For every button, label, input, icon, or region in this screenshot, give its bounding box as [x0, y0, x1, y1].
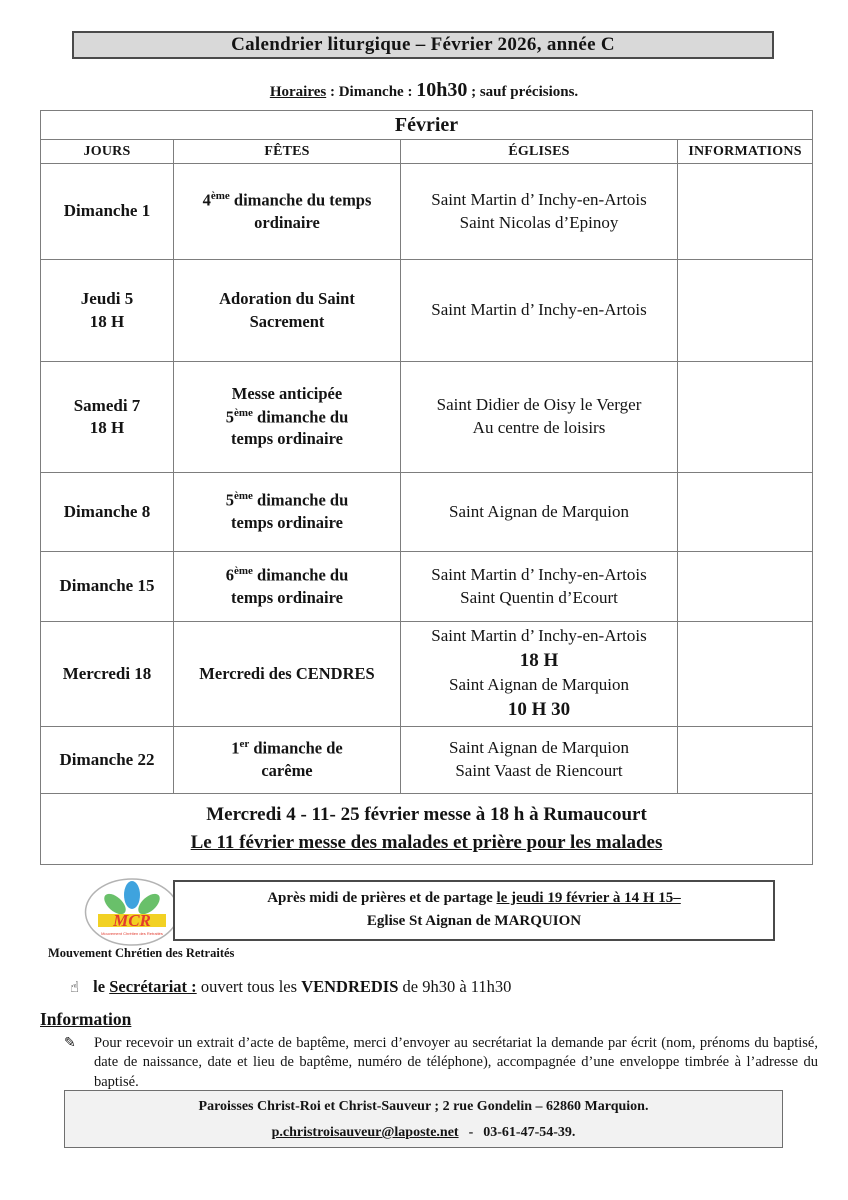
writing-pen-icon: ✎	[64, 1035, 76, 1051]
span-row-line1: Mercredi 4 - 11- 25 février messe à 18 h à Rumaucourt	[206, 804, 647, 826]
cell-line: Saint Aignan de Marquion	[449, 675, 629, 694]
cell-line: carême	[261, 761, 313, 781]
cell-eglises	[401, 260, 678, 362]
span-row-line2: Le 11 février messe des malades et prière pour les malades	[190, 832, 663, 853]
cell-line: temps ordinaire	[231, 429, 343, 449]
calendar-row	[41, 260, 813, 362]
cell-jours	[41, 622, 174, 727]
cell-line: ordinaire	[254, 212, 320, 232]
schedule-note: Horaires : Dimanche : 10h30 ; sauf précisions.	[269, 79, 579, 101]
cell-eglises	[401, 622, 678, 727]
month-row	[41, 111, 813, 140]
cell-line: Saint Martin d’ Inchy-en-Artois	[431, 300, 647, 320]
cell-line: Saint Martin d’ Inchy-en-Artois	[431, 626, 647, 646]
cell-line: Mercredi 18	[62, 663, 152, 683]
information-body: Pour recevoir un extrait d’acte de baptême, merci d’envoyer au secrétariat la demande par écrit (nom, prénoms du baptisé, date de naissance, date et lieu de baptême, numéro de téléphone), accompagnée d’une enveloppe timbrée à l’adresse du baptisé.	[94, 1035, 818, 1090]
calendar-row	[41, 473, 813, 552]
calendar-row	[41, 552, 813, 622]
cell-info	[678, 260, 813, 362]
cell-line: 10 H 30	[507, 698, 571, 720]
col-header-jours: JOURS	[41, 140, 174, 164]
cell-line: 18 H	[519, 650, 559, 672]
cell-line: Dimanche 22	[59, 749, 155, 769]
secretariat-label: Secrétariat :	[109, 977, 197, 996]
cell-line: temps ordinaire	[231, 513, 343, 533]
cell-jours	[41, 727, 174, 794]
cell-line: Samedi 7	[73, 395, 141, 415]
cell-info	[678, 552, 813, 622]
cell-fetes	[174, 260, 401, 362]
col-header-eglises: ÉGLISES	[401, 140, 678, 164]
cell-fetes	[174, 727, 401, 794]
parish-phone: 03-61-47-54-39.	[483, 1125, 576, 1140]
cell-line: Saint Quentin d’Ecourt	[460, 587, 618, 607]
cell-info	[678, 622, 813, 727]
prayer-line1: Après midi de prières et de partage le jeudi 19 février à 14 H 15–	[267, 890, 681, 906]
cell-fetes	[174, 473, 401, 552]
cell-line: 5ème dimanche du	[225, 490, 349, 510]
col-header-fetes: FÊTES	[174, 140, 401, 164]
liturgical-calendar-table	[40, 110, 813, 865]
span-row-cell	[41, 794, 813, 865]
cell-line: Saint Martin d’ Inchy-en-Artois	[431, 564, 647, 584]
prayer-date: le jeudi 19 février à 14 H 15–	[496, 890, 681, 906]
secretariat-line: ☝ le Secrétariat : ouvert tous les VENDREDIS de 9h30 à 11h30	[70, 977, 512, 996]
calendar-body	[41, 164, 813, 794]
cell-eglises	[401, 164, 678, 260]
logo-blue-leaf	[124, 881, 140, 909]
logo-acronym: MCR	[113, 911, 151, 930]
cell-line: Messe anticipée	[231, 384, 343, 404]
span-row	[41, 794, 813, 865]
prayer-line2: Eglise St Aignan de MARQUION	[366, 913, 582, 930]
cell-fetes	[174, 552, 401, 622]
cell-line: Dimanche 15	[59, 576, 155, 596]
calendar-row	[41, 164, 813, 260]
cell-line: Mercredi des CENDRES	[199, 663, 375, 683]
cell-fetes	[174, 362, 401, 473]
cell-info	[678, 164, 813, 260]
cell-eglises	[401, 473, 678, 552]
cell-line: Saint Vaast de Riencourt	[455, 761, 623, 780]
cell-line: Saint Aignan de Marquion	[449, 738, 629, 758]
cell-line: Saint Aignan de Marquion	[449, 501, 629, 521]
cell-line: 18 H	[89, 311, 125, 331]
document-title: Calendrier liturgique – Février 2026, année C	[72, 31, 774, 59]
calendar-row	[41, 727, 813, 794]
cell-line: Adoration du Saint	[219, 289, 355, 309]
prayer-afternoon-box	[173, 880, 775, 941]
cell-jours	[41, 473, 174, 552]
cell-jours	[41, 164, 174, 260]
cell-line: Saint Nicolas d’Epinoy	[459, 212, 619, 232]
cell-line: Saint Didier de Oisy le Verger	[436, 395, 642, 415]
mcr-caption: Mouvement Chrétien des Retraités	[48, 946, 235, 960]
schedule-label: Horaires	[269, 84, 327, 100]
month-title: Février	[41, 111, 813, 140]
secretariat-days: VENDREDIS	[301, 977, 399, 996]
cell-line: 1er dimanche de	[231, 738, 343, 758]
calendar-row	[41, 362, 813, 473]
cell-line: temps ordinaire	[231, 587, 343, 607]
cell-info	[678, 362, 813, 473]
cell-line: 6ème dimanche du	[225, 564, 349, 585]
col-header-informations: INFORMATIONS	[678, 140, 813, 164]
cell-line: Au centre de loisirs	[472, 418, 606, 437]
cell-line: Dimanche 1	[63, 201, 151, 221]
cell-info	[678, 473, 813, 552]
cell-jours	[41, 552, 174, 622]
cell-jours	[41, 260, 174, 362]
parish-email-link[interactable]: p.christroisauveur@laposte.net	[271, 1125, 459, 1140]
cell-line: Sacrement	[249, 311, 325, 331]
cell-info	[678, 727, 813, 794]
cell-line: 18 H	[89, 418, 125, 437]
cell-eglises	[401, 362, 678, 473]
cell-fetes	[174, 622, 401, 727]
parish-address: Paroisses Christ-Roi et Christ-Sauveur ; 2 rue Gondelin – 62860 Marquion.	[198, 1099, 649, 1114]
logo-small-text: Mouvement Chrétien des Retraités	[101, 931, 163, 936]
mcr-logo	[84, 878, 180, 948]
cell-eglises	[401, 727, 678, 794]
cell-line: 4ème dimanche du temps	[202, 189, 372, 210]
pointing-hand-icon: ☝	[70, 978, 80, 996]
information-heading: Information	[40, 1009, 132, 1029]
parish-contact-line: p.christroisauveur@laposte.net - 03-61-47-54-39.	[271, 1125, 576, 1140]
information-paragraph	[64, 1034, 818, 1092]
cell-jours	[41, 362, 174, 473]
column-header-row	[41, 140, 813, 164]
cell-line: 5ème dimanche du	[225, 406, 349, 427]
cell-fetes	[174, 164, 401, 260]
cell-line: Saint Martin d’ Inchy-en-Artois	[431, 189, 647, 209]
cell-line: Jeudi 5	[80, 289, 134, 309]
cell-eglises	[401, 552, 678, 622]
calendar-row	[41, 622, 813, 727]
cell-line: Dimanche 8	[63, 501, 151, 521]
parish-footer-box	[64, 1090, 783, 1148]
schedule-time: 10h30	[416, 79, 468, 101]
